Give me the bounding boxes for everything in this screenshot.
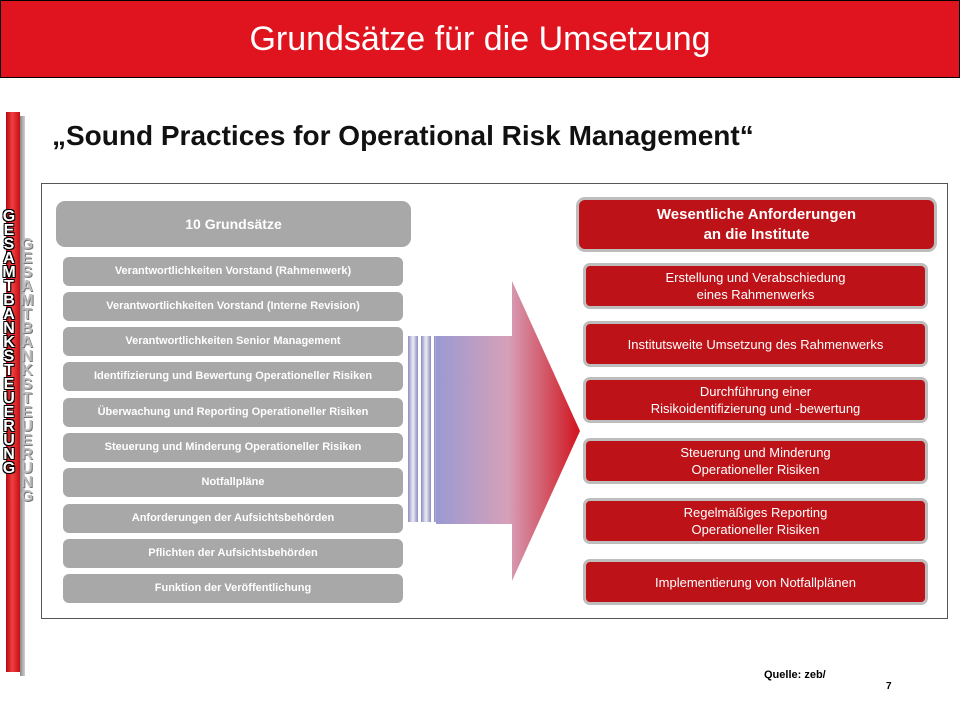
principle-3: Verantwortlichkeiten Senior Management [63,327,403,356]
requirements-header: Wesentliche Anforderungen an die Institute [576,197,937,252]
requirement-2: Institutsweite Umsetzung des Rahmenwerks [583,321,928,367]
sidebar-letter: U [21,418,33,435]
principle-8: Anforderungen der Aufsichtsbehörden [63,504,403,533]
sidebar-letter: G [2,208,16,225]
subtitle: „Sound Practices for Operational Risk Management“ [52,120,754,151]
sidebar-letter: E [21,250,33,267]
sidebar-letter: N [3,320,15,337]
principle-7: Notfallpläne [63,468,403,497]
requirement-5: Regelmäßiges Reporting Operationeller Risiken [583,498,928,544]
sidebar-letter: U [21,460,33,477]
requirement-6: Implementierung von Notfallplänen [583,559,928,605]
requirement-3: Durchführung einer Risikoidentifizierung und -bewertung [583,377,928,423]
transition-arrow-icon [436,281,582,581]
sidebar-letter: U [3,390,15,407]
principle-6: Steuerung und Minderung Operationeller Risiken [63,433,403,462]
sidebar-letter: N [21,348,33,365]
sidebar-letter: S [21,376,33,393]
sidebar-letter: T [22,306,32,323]
sidebar-letter: K [21,362,33,379]
requirement-1: Erstellung und Verabschiedung eines Rahmenwerks [583,263,928,309]
sidebar-letter: M [20,292,34,309]
principle-10: Funktion der Veröffentlichung [63,574,403,603]
principle-5: Überwachung und Reporting Operationeller Risiken [63,398,403,427]
page-title: Grundsätze für die Umsetzung [249,19,711,58]
sidebar-letter: T [4,362,14,379]
sidebar-letter: S [3,348,15,365]
sidebar-letter: A [3,306,15,323]
sidebar-letter: A [3,250,15,267]
sidebar-letter: E [21,404,33,421]
sidebar-letter: M [2,264,16,281]
page-number: 7 [886,681,892,692]
sidebar-letter: N [3,446,15,463]
sidebar-letter: R [21,446,33,463]
sidebar-letter: G [2,460,16,477]
sidebar-letter: B [3,292,15,309]
principles-header: 10 Grundsätze [56,201,411,247]
sidebar-letter: S [3,236,15,253]
sidebar-letter: R [3,418,15,435]
requirement-4: Steuerung und Minderung Operationeller Risiken [583,438,928,484]
sidebar-letter: T [22,390,32,407]
title-bar [0,0,960,78]
sidebar-letter: G [20,236,34,253]
sidebar-letter: N [21,474,33,491]
sidebar-letter: B [21,320,33,337]
sidebar-word [0,210,18,476]
principle-1: Verantwortlichkeiten Vorstand (Rahmenwerk) [63,257,403,286]
sidebar-letter: E [3,404,15,421]
sidebar-letter: G [20,488,34,505]
sidebar-letter: E [21,432,33,449]
principle-2: Verantwortlichkeiten Vorstand (Interne Revision) [63,292,403,321]
sidebar-letter: E [3,222,15,239]
sidebar-letter: T [4,278,14,295]
principle-4: Identifizierung und Bewertung Operationeller Risiken [63,362,403,391]
sidebar-letter: U [3,432,15,449]
sidebar-letter: A [21,278,33,295]
source-note: Quelle: zeb/ [764,669,826,681]
sidebar-letter: A [21,334,33,351]
sidebar-letter: E [3,376,15,393]
sidebar-letter: K [3,334,15,351]
sidebar-word-shadow [18,238,36,504]
principle-9: Pflichten der Aufsichtsbehörden [63,539,403,568]
sidebar-letter: S [21,264,33,281]
